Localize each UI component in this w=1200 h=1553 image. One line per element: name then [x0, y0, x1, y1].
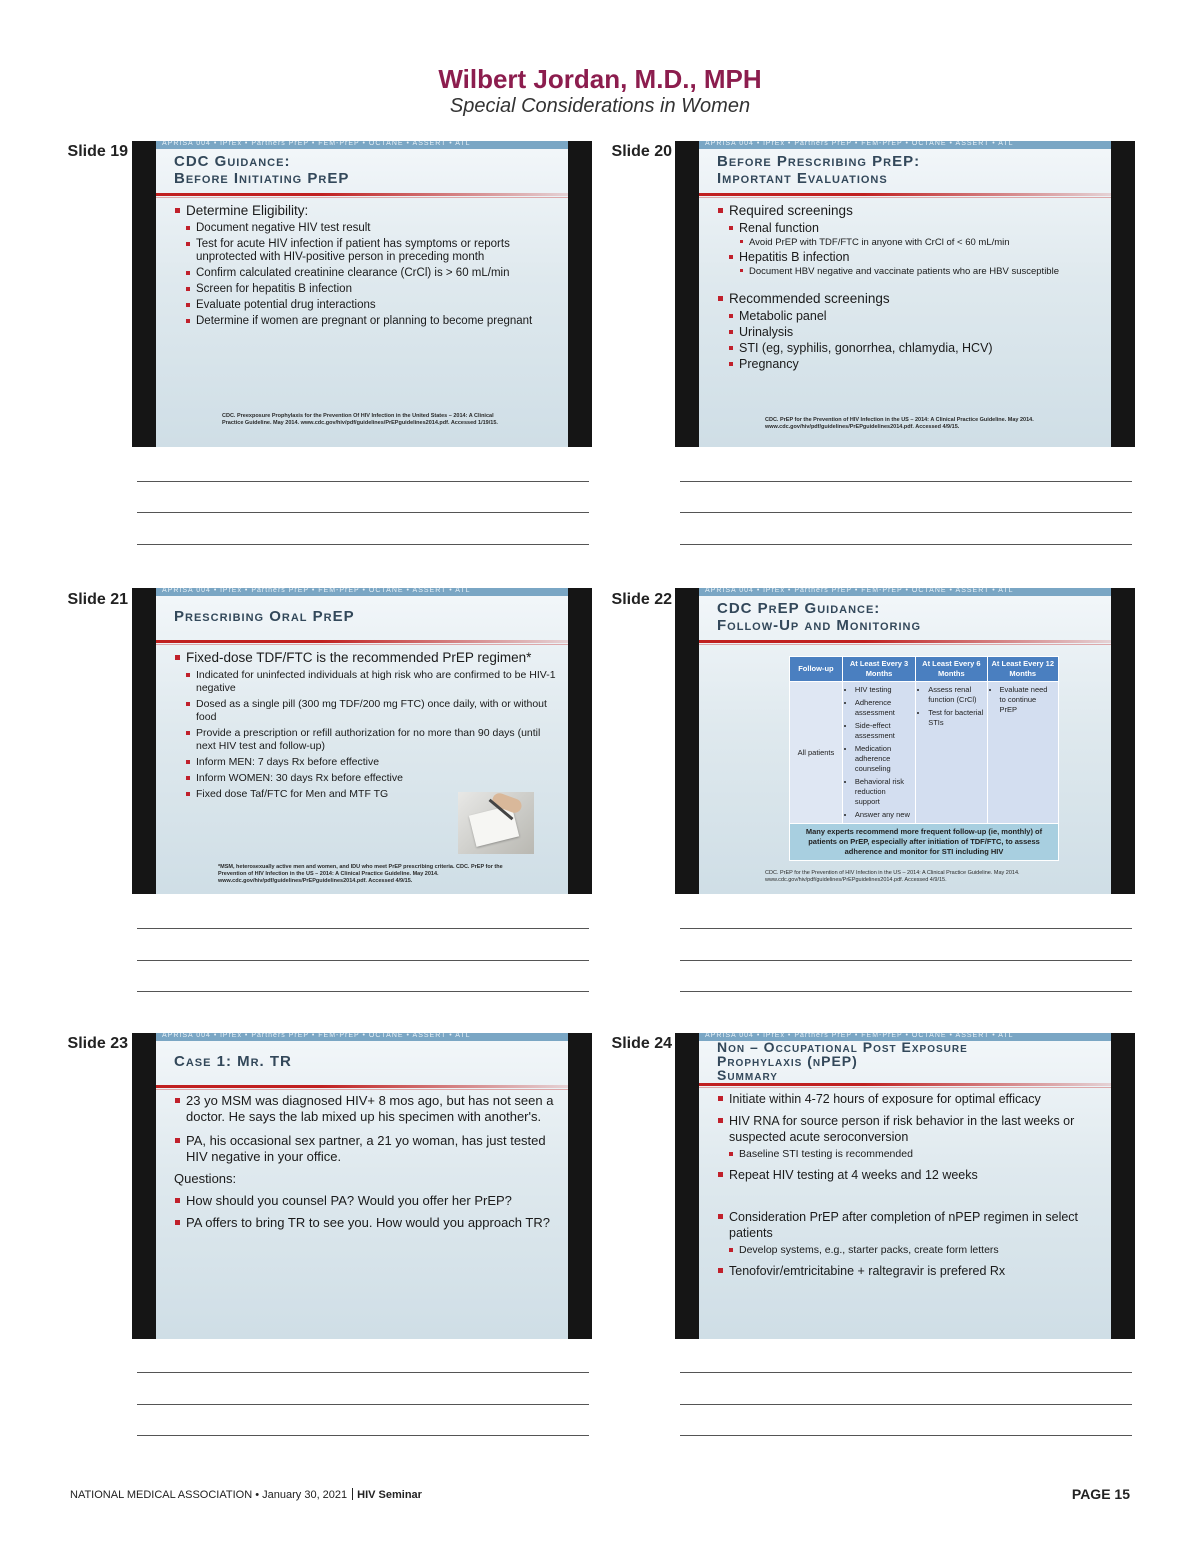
slide-19: APRISA 004 • iPrEx • Partners PrEP • FEM-PrEP • OCTANE • ASSERT • ATL CDC Guidance: Before Initiating PrEP Determine Eligibility: Document negative HIV test result Test for acute HIV infection if patient has symptoms or reports unprotected with HIV-positive person in preceding month Confirm calculated creatinine clearance (CrCl) is > 60 mL/min Screen for hepatitis B infection Evaluate potential drug interactions Determine if women are pregnant or planning to become pregnant CDC. Preexposure Prophylaxis for the Prevention Of HIV Infection in the United States – 2014: A Clinical Practice Guideline. May 2014. www.cdc.gov/hiv/pdf/guidelines/PrEPguidelines2014.pdf. Accessed 1/19/15.	[132, 141, 592, 447]
citation: CDC. PrEP for the Prevention of HIV Infection in the US – 2014: A Clinical Practice Guideline. May 2014. www.cdc.gov/hiv/pdf/guidelines/PrEPguidelines2014.pdf. Accessed 4/9/15.	[765, 870, 1020, 883]
note-line	[680, 544, 1132, 545]
note-line	[137, 544, 589, 545]
bullet: Fixed-dose TDF/FTC is the recommended PrEP regimen*	[174, 650, 559, 666]
sub-bullet: Inform MEN: 7 days Rx before effective	[174, 756, 559, 769]
footer-date: January 30, 2021	[262, 1489, 348, 1501]
followup-table	[789, 656, 1059, 861]
note-line	[680, 1435, 1132, 1436]
questions-heading: Questions:	[174, 1171, 237, 1186]
table-cell: • Assess renal function (CrCl) • Test for bacterial STIs	[916, 682, 987, 824]
note-line	[137, 1435, 589, 1436]
note-line	[680, 1372, 1132, 1373]
note-line	[137, 1404, 589, 1405]
sub-bullet: Urinalysis	[717, 326, 1102, 339]
note-line	[680, 481, 1132, 482]
sub-bullet: Renal function	[717, 222, 1102, 235]
note-line	[137, 512, 589, 513]
table-header: At Least Every 6 Months	[916, 657, 987, 682]
sub-bullet: Evaluate potential drug interactions	[174, 299, 559, 312]
note-line	[137, 991, 589, 992]
note-line	[137, 928, 589, 929]
slide-label-20: Slide 20	[611, 143, 672, 160]
table-header: At Least Every 12 Months	[987, 657, 1058, 682]
table-cell: • Evaluate need to continue PrEP	[987, 682, 1058, 824]
bullet: Required screenings	[717, 203, 1102, 219]
sub-bullet: Pregnancy	[717, 358, 1102, 371]
sub-bullet: STI (eg, syphilis, gonorrhea, chlamydia, HCV)	[717, 342, 1102, 355]
bullet: Determine Eligibility:	[174, 203, 559, 219]
sub-bullet: Test for acute HIV infection if patient has symptoms or reports unprotected with HIV-positive person in preceding month	[174, 238, 559, 264]
sub-sub-bullet: Document HBV negative and vaccinate patients who are HBV susceptible	[717, 266, 1102, 277]
citation: CDC. Preexposure Prophylaxis for the Prevention Of HIV Infection in the United States – 2014: A Clinical Practice Guideline. May 2014. www.cdc.gov/hiv/pdf/guidelines/PrEPguidelines2014.pdf. Accessed 1/19/15.	[222, 413, 498, 426]
bullet: PA, his occasional sex partner, a 21 yo woman, has just tested HIV negative in your office.	[174, 1133, 559, 1165]
slide-21: APRISA 004 • iPrEx • Partners PrEP • FEM-PrEP • OCTANE • ASSERT • ATL Prescribing Oral PrEP Fixed-dose TDF/FTC is the recommended PrEP regimen* Indicated for uninfected individuals at high risk who are confirmed to be HIV-1 negative Dosed as a single pill (300 mg TDF/200 mg FTC) once daily, with or without food Provide a prescription or refill authorization for no more than 90 days (until next HIV test and follow-up) Inform MEN: 7 days Rx before effective Inform WOMEN: 30 days Rx before effective Fixed dose Taf/FTC for Men and MTF TG *MSM, heterosexually active men and women, and IDU who meet PrEP prescribing criteria. CDC. PrEP for the Prevention of HIV Infection in the US – 2014: A Clinical Practice Guideline. May 2014. www.cdc.gov/hiv/pdf/guidelines/PrEPguidelines2014.pdf. Accessed 4/9/15.	[132, 588, 592, 894]
note-line	[680, 928, 1132, 929]
note-line	[680, 512, 1132, 513]
slide-title: Prescribing Oral PrEP	[174, 608, 355, 625]
sub-bullet: Develop systems, e.g., starter packs, create form letters	[717, 1244, 1102, 1257]
slide-label-23: Slide 23	[67, 1035, 128, 1052]
slide-title: Case 1: Mr. TR	[174, 1053, 292, 1070]
bullet: HIV RNA for source person if risk behavior in the last weeks or suspected acute seroconversion	[717, 1113, 1102, 1145]
note-line	[137, 960, 589, 961]
slide-label-19: Slide 19	[67, 143, 128, 160]
sub-bullet: Confirm calculated creatinine clearance (CrCl) is > 60 mL/min	[174, 267, 559, 280]
footer-seminar: HIV Seminar	[357, 1489, 422, 1501]
bullet: Tenofovir/emtricitabine + raltegravir is prefered Rx	[717, 1263, 1102, 1279]
slide-23: APRISA 004 • iPrEx • Partners PrEP • FEM-PrEP • OCTANE • ASSERT • ATL Case 1: Mr. TR 23 yo MSM was diagnosed HIV+ 8 mos ago, but has not seen a doctor. He says the lab mixed up his specimen with another's. PA, his occasional sex partner, a 21 yo woman, has just tested HIV negative in your office. Questions: How should you counsel PA? Would you offer her PrEP? PA offers to bring TR to see you. How would you approach TR?	[132, 1033, 592, 1339]
footer-bullet: •	[255, 1489, 260, 1501]
bullet: PA offers to bring TR to see you. How would you approach TR?	[174, 1215, 559, 1231]
footer-org: NATIONAL MEDICAL ASSOCIATION	[70, 1489, 253, 1501]
note-line	[680, 1404, 1132, 1405]
sub-bullet: Document negative HIV test result	[174, 222, 559, 235]
table-row-label: All patients	[790, 682, 843, 824]
sub-bullet: Dosed as a single pill (300 mg TDF/200 mg FTC) once daily, with or without food	[174, 698, 559, 724]
slide-title: CDC Guidance: Before Initiating PrEP	[174, 153, 350, 187]
slide-20: APRISA 004 • iPrEx • Partners PrEP • FEM-PrEP • OCTANE • ASSERT • ATL Before Prescribing PrEP: Important Evaluations Required screenings Renal function Avoid PrEP with TDF/FTC in anyone with CrCl of < 60 mL/min Hepatitis B infection Document HBV negative and vaccinate patients who are HBV susceptible Recommended screenings Metabolic panel Urinalysis STI (eg, syphilis, gonorrhea, chlamydia, HCV) Pregnancy CDC. PrEP for the Prevention of HIV Infection in the US – 2014: A Clinical Practice Guideline. May 2014. www.cdc.gov/hiv/pdf/guidelines/PrEPguidelines2014.pdf. Accessed 4/9/15.	[675, 141, 1135, 447]
slide-label-21: Slide 21	[67, 591, 128, 608]
note-line	[137, 481, 589, 482]
slide-title: Non – Occupational Post Exposure Prophylaxis (nPEP) Summary	[717, 1039, 968, 1083]
footer-divider	[352, 1488, 353, 1500]
bullet: Consideration PrEP after completion of nPEP regimen in select patients	[717, 1209, 1102, 1241]
table-header: At Least Every 3 Months	[842, 657, 915, 682]
sub-bullet: Hepatitis B infection	[717, 251, 1102, 264]
citation: CDC. PrEP for the Prevention of HIV Infection in the US – 2014: A Clinical Practice Guideline. May 2014. www.cdc.gov/hiv/pdf/guidelines/PrEPguidelines2014.pdf. Accessed 4/9/15.	[765, 417, 1034, 430]
note-line	[680, 991, 1132, 992]
sub-sub-bullet: Avoid PrEP with TDF/FTC in anyone with CrCl of < 60 mL/min	[717, 237, 1102, 248]
presentation-subtitle: Special Considerations in Women	[449, 95, 751, 117]
slide-title: CDC PrEP Guidance: Follow-Up and Monitoring	[717, 600, 922, 634]
table-cell: • HIV testing • Adherence assessment • Side-effect assessment • Medication adherence counseling • Behavioral risk reduction support • Answer any new	[842, 682, 915, 824]
page-footer	[70, 1488, 422, 1501]
slide-label-24: Slide 24	[611, 1035, 672, 1052]
bullet: 23 yo MSM was diagnosed HIV+ 8 mos ago, but has not seen a doctor. He says the lab mixed up his specimen with another's.	[174, 1093, 559, 1125]
table-header: Follow-up	[790, 657, 843, 682]
slide-22: APRISA 004 • iPrEx • Partners PrEP • FEM-PrEP • OCTANE • ASSERT • ATL CDC PrEP Guidance: Follow-Up and Monitoring Follow-up At Least Every 3 Months At Least Every 6 Months At Least Every 12 Months All patients • HIV testing • Adherence assessment • Side-effect assessment • Medication adherence counseling • Behavioral risk reduction support • Answer any new • Assess renal function (CrCl) • Test for bacterial STIs • Evaluate need to continue PrEP Many experts recommend more frequent follow-up (ie, monthly) of patients on PrEP, especially after initiation of TDF/FTC, to assess adherence and monitor for STI including HIV CDC. PrEP for the Prevention of HIV Infection in the US – 2014: A Clinical Practice Guideline. May 2014. www.cdc.gov/hiv/pdf/guidelines/PrEPguidelines2014.pdf. Accessed 4/9/15.	[675, 588, 1135, 894]
sub-bullet: Indicated for uninfected individuals at high risk who are confirmed to be HIV-1 negative	[174, 669, 559, 695]
note-line	[137, 1372, 589, 1373]
sub-bullet: Determine if women are pregnant or planning to become pregnant	[174, 315, 559, 328]
slide-24: APRISA 004 • iPrEx • Partners PrEP • FEM-PrEP • OCTANE • ASSERT • ATL Non – Occupational Post Exposure Prophylaxis (nPEP) Summary Initiate within 4-72 hours of exposure for optimal efficacy HIV RNA for source person if risk behavior in the last weeks or suspected acute seroconversion Baseline STI testing is recommended Repeat HIV testing at 4 weeks and 12 weeks Consideration PrEP after completion of nPEP regimen in select patients Develop systems, e.g., starter packs, create form letters Tenofovir/emtricitabine + raltegravir is prefered Rx	[675, 1033, 1135, 1339]
slide-title: Before Prescribing PrEP: Important Evaluations	[717, 153, 921, 187]
table-note: Many experts recommend more frequent follow-up (ie, monthly) of patients on PrEP, especially after initiation of TDF/FTC, to assess adherence and monitor for STI including HIV	[790, 824, 1059, 861]
sub-bullet: Metabolic panel	[717, 310, 1102, 323]
sub-bullet: Provide a prescription or refill authorization for no more than 90 days (until next HIV test and follow-up)	[174, 727, 559, 753]
bullet: Recommended screenings	[717, 291, 1102, 307]
citation: *MSM, heterosexually active men and women, and IDU who meet PrEP prescribing criteria. CDC. PrEP for the Prevention of HIV Infection in the US – 2014: A Clinical Practice Guideline. May 2014. www.cdc.gov/hiv/pdf/guidelines/PrEPguidelines2014.pdf. Accessed 4/9/15.	[218, 864, 503, 884]
slide-label-22: Slide 22	[611, 591, 672, 608]
presenter-name: Wilbert Jordan, M.D., MPH	[438, 64, 762, 94]
prescription-photo	[458, 792, 534, 854]
bullet: How should you counsel PA? Would you offer her PrEP?	[174, 1193, 559, 1209]
note-line	[680, 960, 1132, 961]
bullet: Initiate within 4-72 hours of exposure for optimal efficacy	[717, 1091, 1102, 1107]
page-number: PAGE 15	[1071, 1486, 1130, 1502]
sub-bullet: Baseline STI testing is recommended	[717, 1148, 1102, 1161]
sub-bullet: Inform WOMEN: 30 days Rx before effective	[174, 772, 559, 785]
bullet: Repeat HIV testing at 4 weeks and 12 weeks	[717, 1167, 1102, 1183]
sub-bullet: Fixed dose Taf/FTC for Men and MTF TG	[174, 788, 559, 801]
sub-bullet: Screen for hepatitis B infection	[174, 283, 559, 296]
